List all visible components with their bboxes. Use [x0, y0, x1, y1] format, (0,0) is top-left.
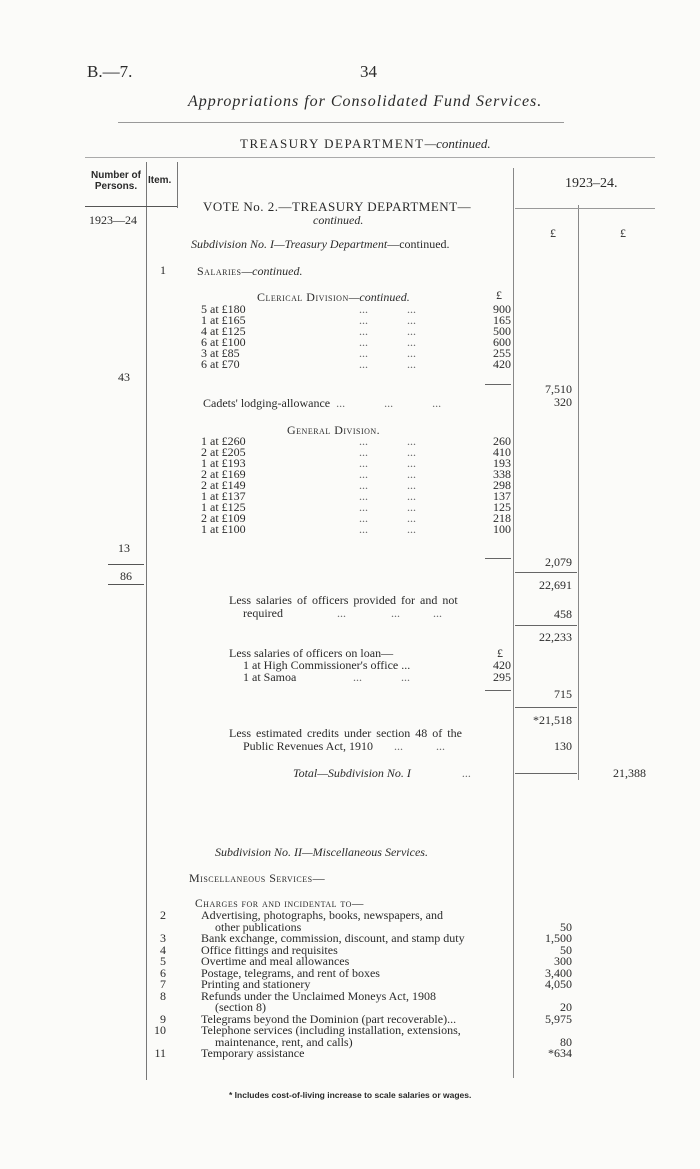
general-row-label: 2 at £109	[201, 511, 246, 525]
clerical-row-amount: 255	[493, 346, 511, 360]
misc-item	[140, 910, 580, 933]
misc-item-amount: 50	[560, 919, 572, 934]
clerical-row	[201, 348, 511, 359]
clerical-row	[201, 359, 511, 370]
clerical-row-amount: 900	[493, 302, 511, 316]
total-label-text: Total—Subdivision No. I	[293, 766, 411, 780]
misc-item-text: Advertising, photographs, books, newspapers, and	[201, 908, 443, 922]
subtotal-2-rule	[515, 625, 577, 626]
page-number: 34	[360, 62, 377, 81]
subtotal-3: *21,518	[533, 713, 572, 727]
subdivision-1-title: Subdivision No. I—Treasury Department	[191, 237, 388, 251]
less-credits-line-1: Less estimated credits under section 48 of the	[229, 726, 462, 740]
dot-leaders: ... ...	[359, 467, 416, 481]
loan-row	[243, 671, 511, 683]
less-not-required-line-1: Less salaries of officers provided for and not	[229, 593, 458, 607]
general-row-label: 1 at £260	[201, 434, 246, 448]
loan-row-amount: 420	[493, 658, 511, 672]
general-row-label: 2 at £169	[201, 467, 246, 481]
dot-leaders: ... ...	[359, 302, 416, 316]
less-credits-text: Public Revenues Act, 1910	[243, 739, 373, 753]
less-loan-heading: Less salaries of officers on loan—	[229, 646, 394, 660]
misc-item-number: 11	[154, 1046, 166, 1060]
loan-row-label: 1 at Samoa	[243, 670, 297, 684]
less-not-required-line-2: required ... ... ...	[243, 606, 442, 620]
currency-header-2: £	[620, 226, 626, 240]
misc-item-text: Refunds under the Unclaimed Moneys Act, 1908	[201, 988, 436, 1003]
general-row-amount: 137	[493, 489, 511, 503]
general-row-amount: 338	[493, 467, 511, 481]
misc-item-amount: 20	[560, 1000, 572, 1014]
misc-item-amount: 3,400	[545, 965, 572, 980]
misc-items	[140, 910, 580, 1060]
subtotal-1: 22,691	[539, 578, 572, 592]
salaries-heading	[197, 264, 302, 279]
clerical-total: 7,510	[545, 382, 572, 396]
salaries-continued: —continued.	[241, 264, 303, 278]
total-subdivision-1-amount: 21,388	[613, 766, 646, 780]
general-row-amount: 100	[493, 522, 511, 536]
general-row-label: 1 at £100	[201, 522, 246, 536]
clerical-row-amount: 420	[493, 357, 511, 371]
clerical-row-label: 3 at £85	[201, 346, 240, 360]
general-row-label: 2 at £149	[201, 478, 246, 492]
general-row-amount: 260	[493, 434, 511, 448]
misc-item	[140, 1048, 580, 1060]
clerical-row-label: 6 at £70	[201, 357, 240, 371]
general-row	[201, 513, 511, 524]
loan-rows	[243, 659, 511, 683]
general-row-amount: 125	[493, 500, 511, 514]
general-row	[201, 436, 511, 447]
misc-item-number: 10	[154, 1023, 166, 1037]
clerical-row	[201, 315, 511, 326]
clerical-persons: 43	[118, 370, 130, 384]
clerical-label: Clerical Division	[257, 290, 349, 304]
misc-services-heading: Miscellaneous Services—	[189, 871, 326, 885]
dot-leaders: ... ...	[359, 489, 416, 503]
subdivision-2-heading: Subdivision No. II—Miscellaneous Services.	[215, 845, 428, 859]
misc-item-amount: 50	[560, 942, 572, 957]
cadets-label: Cadets' lodging-allowance ... ... ...	[203, 396, 442, 410]
misc-item-text: Overtime and meal allowances	[201, 954, 350, 968]
general-row-amount: 218	[493, 511, 511, 525]
general-rows	[201, 436, 511, 535]
misc-item-number: 2	[160, 908, 166, 922]
misc-item-text: Bank exchange, commission, discount, and stamp duty	[201, 931, 465, 945]
total-rule	[515, 773, 577, 774]
cadets-amount: 320	[554, 395, 572, 409]
misc-item-text: Telephone services (including installation, extensions,	[201, 1023, 461, 1037]
general-row	[201, 502, 511, 513]
general-division-heading: General Division.	[287, 423, 381, 437]
misc-item-amount: 80	[560, 1034, 572, 1049]
general-row	[201, 491, 511, 502]
subtotal-1-rule	[515, 572, 577, 573]
clerical-row	[201, 337, 511, 348]
clerical-rows	[201, 304, 511, 370]
dot-leaders: ... ...	[359, 346, 416, 360]
loan-row-label: 1 at High Commissioner's office ...	[243, 658, 411, 672]
general-row-label: 1 at £193	[201, 456, 246, 470]
total-subdivision-1-label: Total—Subdivision No. I ...	[293, 766, 471, 780]
misc-item-text: (section 8)	[215, 1000, 266, 1014]
department-heading	[240, 136, 491, 152]
right-header-rule	[515, 208, 655, 209]
misc-item-text: Office fittings and requisites	[201, 942, 338, 957]
subdivision-1-heading	[191, 237, 450, 252]
misc-item-amount: 4,050	[545, 977, 572, 991]
general-row	[201, 469, 511, 480]
clerical-row-amount: 500	[493, 324, 511, 338]
year-header-left: 1923—24	[89, 213, 137, 227]
general-row-amount: 193	[493, 456, 511, 470]
clerical-row	[201, 304, 511, 315]
clerical-row-amount: 600	[493, 335, 511, 349]
table-top-rule	[85, 157, 655, 158]
clerical-row-label: 6 at £100	[201, 335, 246, 349]
item-number-1: 1	[160, 263, 166, 277]
general-row-label: 2 at £205	[201, 445, 246, 459]
vote-continued: continued.	[313, 213, 364, 227]
loan-row-amount: 295	[493, 670, 511, 684]
dot-leaders: ... ...	[353, 670, 410, 684]
general-row	[201, 447, 511, 458]
number-of-persons-label: Number of Persons.	[91, 170, 141, 192]
column-rule-amount	[578, 205, 579, 780]
column-rule-item	[177, 162, 178, 208]
misc-item-text: other publications	[215, 919, 302, 934]
clerical-row-label: 1 at £165	[201, 313, 246, 327]
clerical-row-amount: 165	[493, 313, 511, 327]
year-header-right: 1923–24.	[565, 176, 618, 191]
loan-sum-rule	[485, 690, 511, 691]
page-title: Appropriations for Consolidated Fund Services.	[188, 93, 543, 110]
general-row	[201, 480, 511, 491]
misc-item-number: 7	[160, 977, 166, 991]
misc-item	[140, 1025, 580, 1048]
general-row-amount: 298	[493, 478, 511, 492]
number-of-persons-header	[86, 170, 146, 192]
dot-leaders: ... ...	[359, 324, 416, 338]
general-persons: 13	[118, 541, 130, 555]
misc-item-text: Postage, telegrams, and rent of boxes	[201, 965, 380, 980]
dot-leaders: ... ...	[359, 500, 416, 514]
general-row	[201, 458, 511, 469]
dot-leaders: ... ...	[359, 456, 416, 470]
charges-heading: Charges for and incidental to—	[195, 898, 364, 910]
salaries-label: Salaries	[197, 264, 242, 278]
less-credits-amount: 130	[554, 739, 572, 753]
misc-item-number: 8	[160, 988, 166, 1003]
persons-total-rule-top	[108, 564, 144, 565]
general-total: 2,079	[545, 555, 572, 569]
less-not-required-amount: 458	[554, 607, 572, 621]
general-row-label: 1 at £137	[201, 489, 246, 503]
loan-total: 715	[554, 687, 572, 701]
subdivision-1-continued: —continued.	[387, 237, 450, 251]
misc-item-number: 5	[160, 954, 166, 968]
item-header: Item.	[148, 175, 172, 186]
misc-item	[140, 988, 580, 1014]
clerical-row-label: 4 at £125	[201, 324, 246, 338]
general-row	[201, 524, 511, 535]
department-continued: —continued.	[424, 136, 491, 151]
total-persons: 86	[120, 569, 132, 583]
misc-item-text: Printing and stationery	[201, 977, 311, 991]
persons-total-rule-bottom	[108, 584, 144, 585]
misc-item-text: Temporary assistance	[201, 1046, 305, 1060]
persons-header-rule	[85, 206, 177, 207]
dot-leaders: ... ...	[359, 335, 416, 349]
subtotal-3-rule	[515, 707, 577, 708]
clerical-pound-sign: £	[496, 288, 502, 302]
misc-item-amount: *634	[548, 1046, 572, 1060]
dot-leaders: ... ...	[359, 434, 416, 448]
dot-leaders: ... ...	[359, 522, 416, 536]
currency-header-1: £	[550, 226, 556, 240]
dot-leaders: ... ...	[359, 357, 416, 371]
less-not-required-text: required	[243, 606, 283, 620]
clerical-continued: —continued.	[348, 290, 410, 304]
clerical-sum-rule	[485, 384, 511, 385]
vote-title: VOTE No. 2.—TREASURY DEPARTMENT—	[203, 199, 472, 214]
subtotal-2: 22,233	[539, 630, 572, 644]
misc-item-amount: 1,500	[545, 931, 572, 945]
misc-item-number: 3	[160, 931, 166, 945]
department-name: TREASURY DEPARTMENT	[240, 136, 425, 151]
footnote: * Includes cost-of-living increase to scale salaries or wages.	[229, 1090, 472, 1100]
misc-item-amount: 300	[554, 954, 572, 968]
misc-item-text: maintenance, rent, and calls)	[215, 1034, 353, 1049]
header-rule	[118, 122, 564, 123]
general-row-label: 1 at £125	[201, 500, 246, 514]
misc-item-text: Telegrams beyond the Dominion (part recoverable)...	[201, 1011, 457, 1026]
dot-leaders: ... ...	[359, 511, 416, 525]
misc-item-number: 6	[160, 965, 166, 980]
general-sum-rule	[485, 558, 511, 559]
cadets-text: Cadets' lodging-allowance	[203, 396, 331, 410]
general-row-amount: 410	[493, 445, 511, 459]
misc-item-number: 9	[160, 1011, 166, 1026]
dot-leaders: ... ...	[359, 313, 416, 327]
dot-leaders: ... ...	[359, 478, 416, 492]
misc-item-number: 4	[160, 942, 166, 957]
loan-pound-sign: £	[497, 646, 503, 660]
clerical-row	[201, 326, 511, 337]
document-code: B.—7.	[87, 62, 133, 81]
clerical-row-label: 5 at £180	[201, 302, 246, 316]
misc-item-amount: 5,975	[545, 1011, 572, 1026]
dot-leaders: ... ...	[359, 445, 416, 459]
less-credits-line-2: Public Revenues Act, 1910 ... ...	[243, 739, 445, 753]
